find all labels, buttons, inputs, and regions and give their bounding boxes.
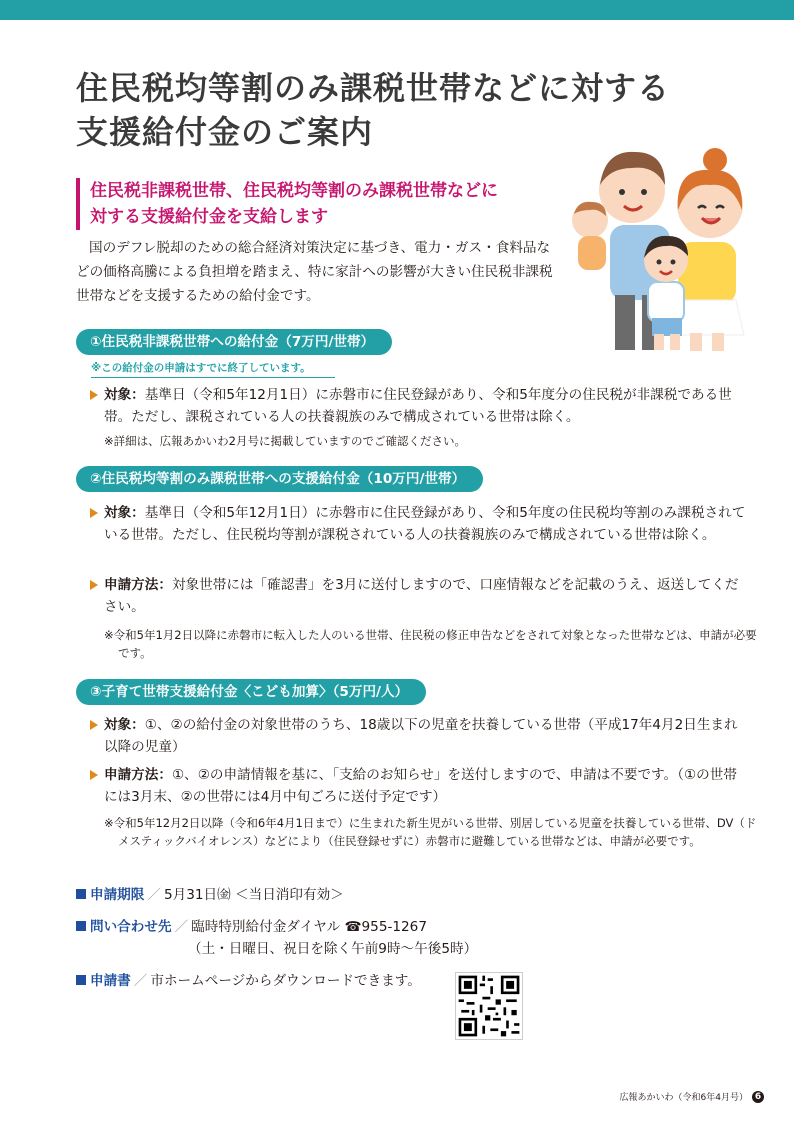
section2-note: ※令和5年1月2日以降に赤磐市に転入した人のいる世帯、住民税の修正申告などをされて対象となった世帯などは、申請が必要です。 xyxy=(104,628,757,660)
bullet-triangle-icon xyxy=(90,390,98,400)
deadline-label: 申請期限 xyxy=(90,887,145,903)
section2-heading: ②住民税均等割のみ課税世帯への支援給付金（10万円/世帯） xyxy=(76,466,483,492)
contact-hours: （土・日曜日、祝日を除く午前9時～午後5時） xyxy=(188,941,478,957)
bullet-triangle-icon xyxy=(90,720,98,730)
section2-apply-label: 申請方法： xyxy=(104,577,172,593)
section3-apply xyxy=(90,764,750,808)
section3-target-label: 対象： xyxy=(104,717,145,733)
footer xyxy=(620,1090,764,1103)
intro-paragraph: 国のデフレ脱却のための総合経済対策決定に基づき、電力・ガス・食料品などの価格高騰による負担増を踏まえ、特に家計への影響が大きい住民税非課税世帯などを支援するための給付金です。 xyxy=(76,240,553,304)
section1-target-text: 基準日（令和5年12月1日）に赤磐市に住民登録があり、令和5年度分の住民税が非課税である世帯。ただし、課税されている人の扶養親族のみで構成されている世帯は除く。 xyxy=(104,387,732,425)
contact-row: 問い合わせ先 ／ 臨時特別給付金ダイヤル ☎955-1267 xyxy=(76,916,427,938)
section1-target-label: 対象： xyxy=(104,387,145,403)
section3-target xyxy=(90,714,750,758)
square-bullet-icon xyxy=(76,921,86,931)
section3-target-text: ①、②の給付金の対象世帯のうち、18歳以下の児童を扶養している世帯（平成17年4月2日生まれ以降の児童） xyxy=(104,717,738,755)
form-text: 市ホームページからダウンロードできます。 xyxy=(150,973,421,989)
contact-label: 問い合わせ先 xyxy=(90,919,172,935)
contact-text: 臨時特別給付金ダイヤル ☎955-1267 xyxy=(191,919,427,935)
qr-code[interactable] xyxy=(455,972,523,1040)
deadline-row: 申請期限 ／ 5月31日㈮ ＜当日消印有効＞ xyxy=(76,884,344,906)
lead-heading-line1: 住民税非課税世帯、住民税均等割のみ課税世帯などに xyxy=(90,181,498,201)
section3-heading: ③子育て世帯支援給付金〈こども加算〉（5万円/人） xyxy=(76,679,426,705)
page-number: 6 xyxy=(752,1091,764,1103)
square-bullet-icon xyxy=(76,889,86,899)
section2-target-label: 対象： xyxy=(104,505,145,521)
form-row: 申請書 ／ 市ホームページからダウンロードできます。 xyxy=(76,970,421,992)
form-label: 申請書 xyxy=(90,973,131,989)
section1-note: ※詳細は、広報あかいわ2月号に掲載していますのでご確認ください。 xyxy=(104,434,466,448)
section1-target xyxy=(90,384,750,428)
section3-apply-label: 申請方法： xyxy=(104,767,172,783)
section3-apply-text: ①、②の申請情報を基に、「支給のお知らせ」を送付しますので、申請は不要です。（①の世帯には3月末、②の世帯には4月中旬ごろに送付予定です） xyxy=(104,767,737,805)
page-title-line2: 支援給付金のご案内 xyxy=(76,113,374,151)
lead-heading-line2: 対する支援給付金を支給します xyxy=(90,207,328,227)
lead-heading xyxy=(76,178,498,230)
footer-text: 広報あかいわ（令和6年4月号） xyxy=(619,1093,748,1103)
section2-apply xyxy=(90,574,750,618)
section1-heading: ①住民税非課税世帯への給付金（7万円/世帯） xyxy=(76,329,392,355)
bullet-triangle-icon xyxy=(90,508,98,518)
bullet-triangle-icon xyxy=(90,770,98,780)
section1-closed-note: ※この給付金の申請はすでに終了しています。 xyxy=(91,360,335,378)
square-bullet-icon xyxy=(76,975,86,985)
bullet-triangle-icon xyxy=(90,580,98,590)
section3-note: ※令和5年12月2日以降（令和6年4月1日まで）に生まれた新生児がいる世帯、別居している児童を扶養している世帯、DV（ドメスティックバイオレンス）などにより（住民登録せずに）赤磐市に避難している世帯などは、申請が必要です。 xyxy=(104,816,757,848)
section2-apply-text: 対象世帯には「確認書」を3月に送付しますので、口座情報などを記載のうえ、返送してください。 xyxy=(104,577,739,615)
top-color-bar xyxy=(0,0,794,20)
deadline-text: 5月31日㈮ ＜当日消印有効＞ xyxy=(163,887,344,903)
section2-target xyxy=(90,502,750,546)
page-title-line1: 住民税均等割のみ課税世帯などに対する xyxy=(76,69,671,107)
section2-target-text: 基準日（令和5年12月1日）に赤磐市に住民登録があり、令和5年度の住民税均等割のみ課税されている世帯。ただし、住民税均等割が課税されている人の扶養親族のみで構成されている世帯は除く。 xyxy=(104,505,746,543)
family-illustration xyxy=(560,130,760,355)
